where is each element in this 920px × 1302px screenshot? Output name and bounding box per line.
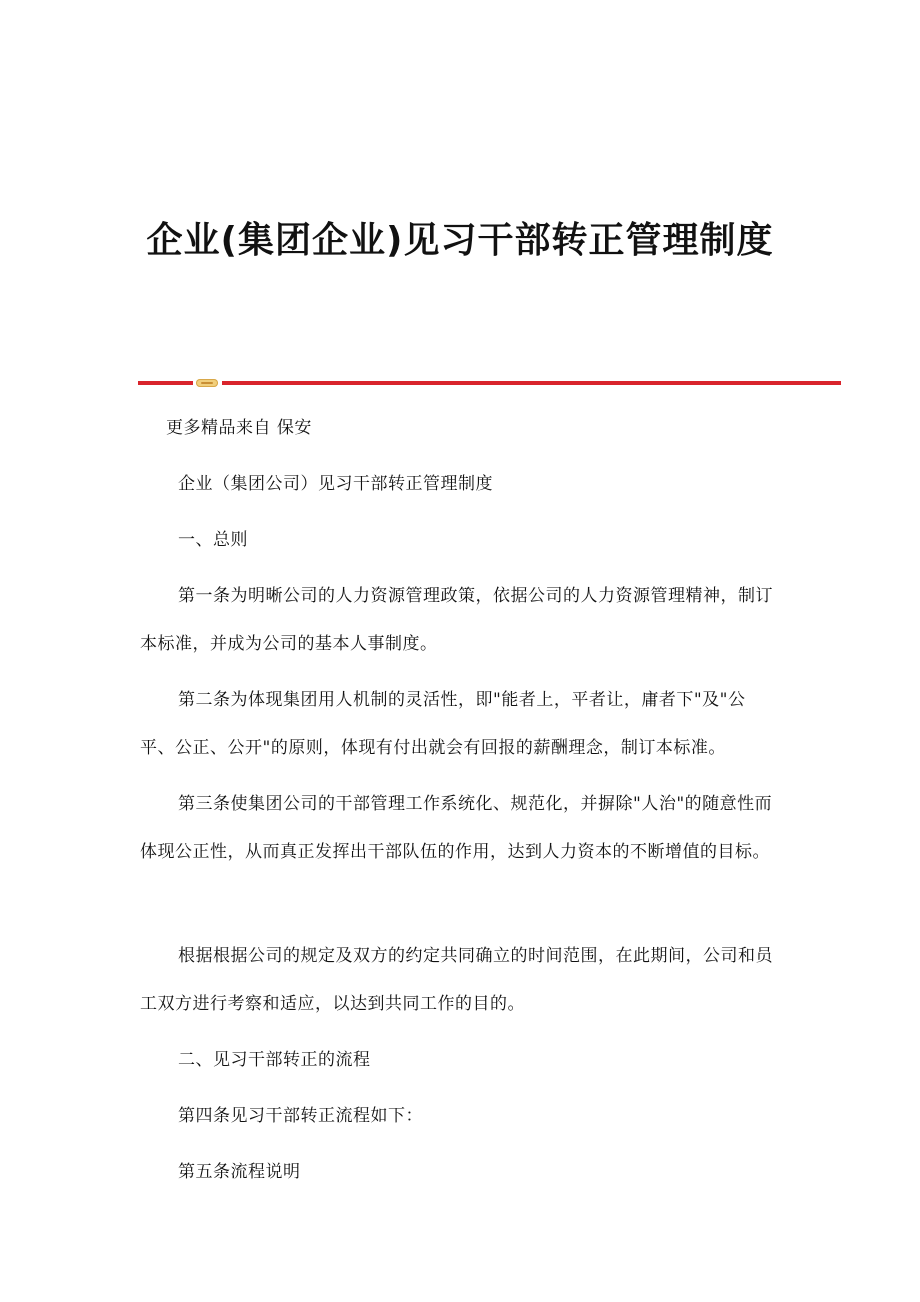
divider-bar-left (138, 381, 193, 385)
divider-bar-right (222, 381, 841, 385)
section-heading-general: 一、总则 (178, 530, 248, 550)
document-title: 企业(集团企业)见习干部转正管理制度 (146, 220, 774, 261)
article-1: 第一条为明晰公司的人力资源管理政策，依据公司的人力资源管理精神，制订本标准，并成为公司的基本人事制度。 (140, 586, 773, 654)
source-line: 更多精品来自 保安 (166, 418, 312, 438)
section-heading-process: 二、见习干部转正的流程 (178, 1050, 371, 1070)
article-5: 第五条流程说明 (178, 1162, 301, 1182)
divider-ornament-icon (196, 379, 218, 387)
probation-note: 根据根据公司的规定及双方的约定共同确立的时间范围，在此期间，公司和员工双方进行考察和适应，以达到共同工作的目的。 (140, 946, 773, 1014)
document-subtitle: 企业（集团公司）见习干部转正管理制度 (178, 474, 493, 494)
article-4: 第四条见习干部转正流程如下： (178, 1106, 423, 1126)
title-divider (138, 378, 841, 388)
article-2: 第二条为体现集团用人机制的灵活性，即"能者上，平者让，庸者下"及"公平、公正、公开"的原则，体现有付出就会有回报的薪酬理念，制订本标准。 (140, 690, 746, 758)
article-3: 第三条使集团公司的干部管理工作系统化、规范化，并摒除"人治"的随意性而体现公正性，从而真正发挥出干部队伍的作用，达到人力资本的不断增值的目标。 (140, 794, 773, 862)
